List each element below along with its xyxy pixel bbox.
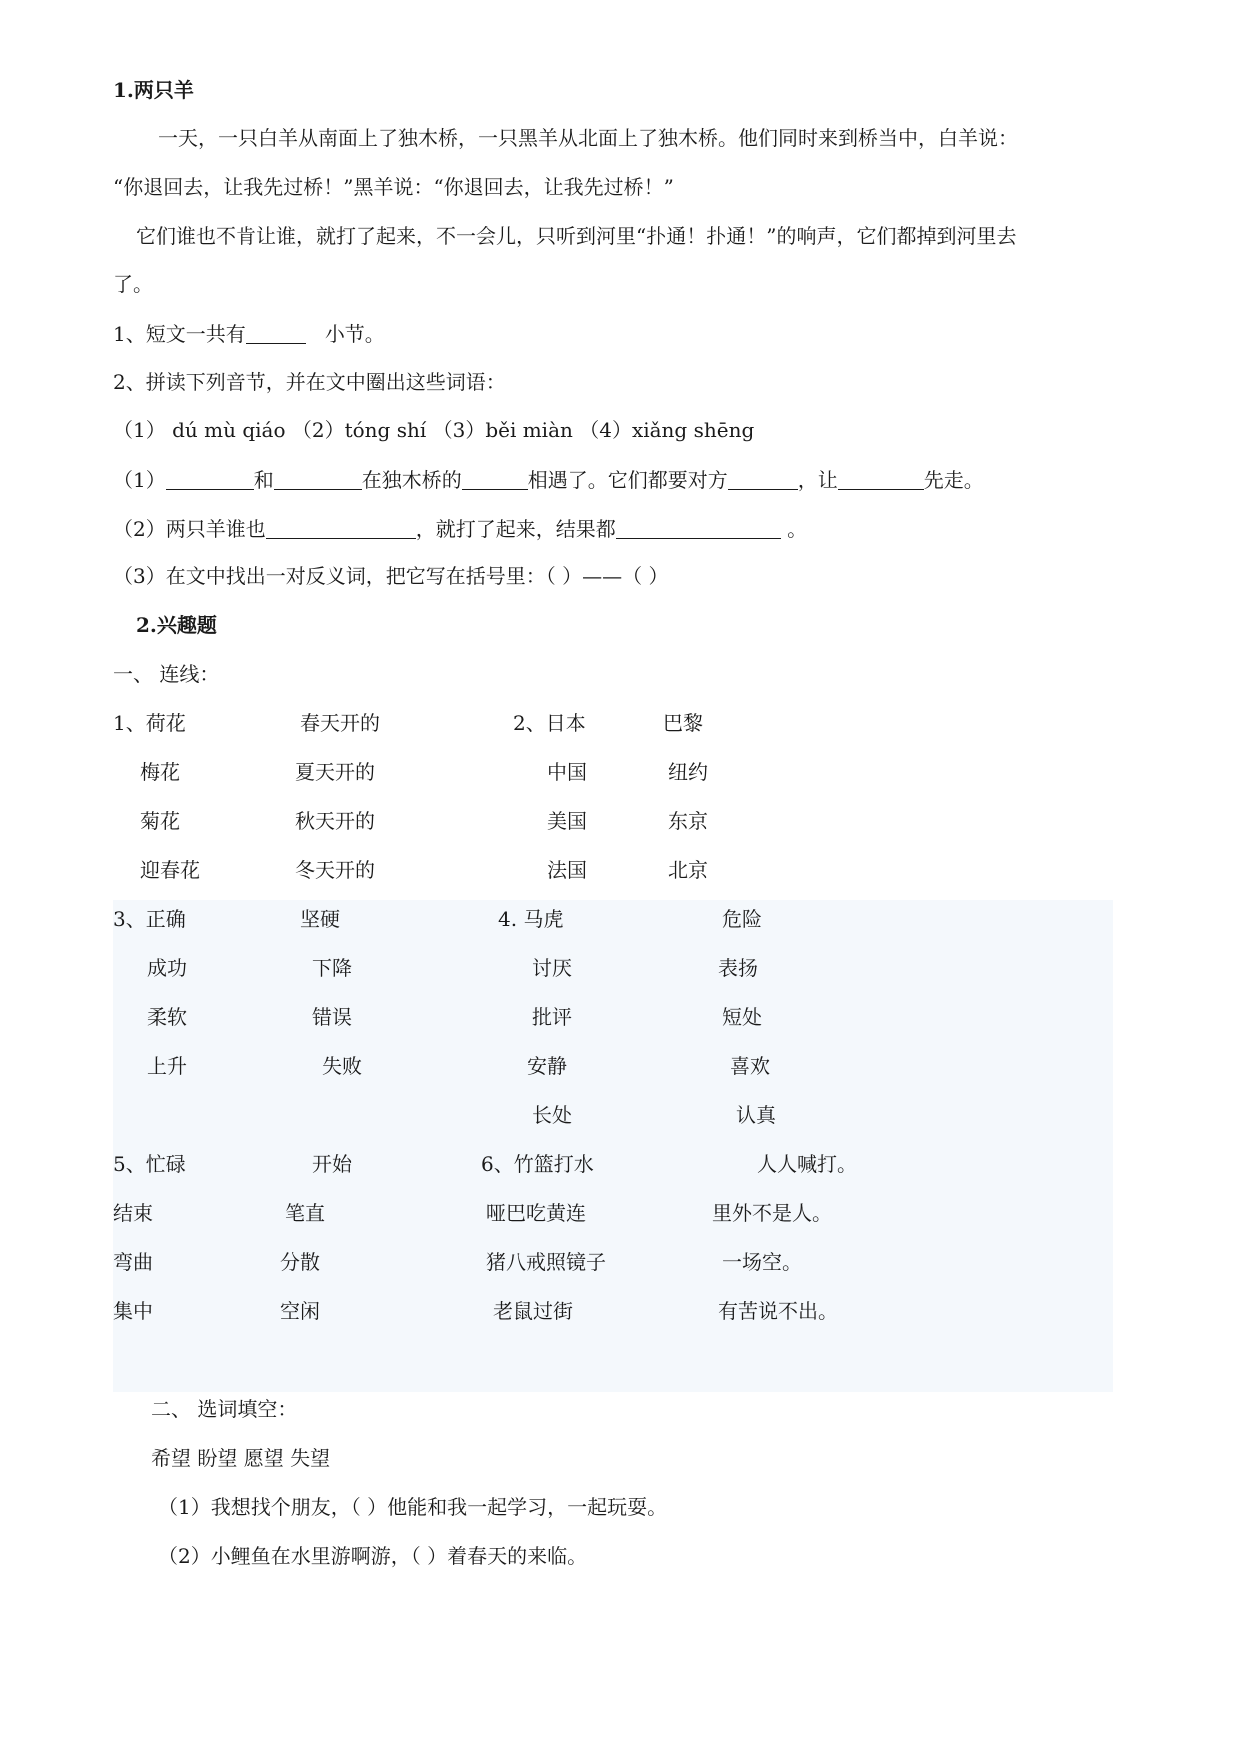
match-right[interactable]: 失败 (322, 1054, 362, 1078)
match-right[interactable]: 危险 (722, 907, 762, 931)
match-right[interactable]: 东京 (668, 809, 708, 833)
match-right[interactable]: 一场空。 (722, 1250, 802, 1274)
match-right[interactable]: 开始 (312, 1152, 352, 1176)
word-bank: 希望 盼望 愿望 失望 (151, 1446, 331, 1470)
blank[interactable] (274, 469, 362, 490)
match-right[interactable]: 北京 (668, 858, 708, 882)
match-left[interactable]: 1、荷花 (113, 711, 186, 735)
part-heading: 二、 选词填空： (151, 1397, 298, 1421)
match-left[interactable]: 上升 (147, 1054, 187, 1078)
match-right[interactable]: 下降 (312, 956, 352, 980)
pinyin-line: （1） dú mù qiáo （2）tóng shí （3）běi miàn （4）xiǎng shēng (113, 418, 755, 442)
match-right[interactable]: 夏天开的 (295, 760, 375, 784)
match-left[interactable]: 美国 (547, 809, 587, 833)
paragraph: 一天，一只白羊从南面上了独木桥，一只黑羊从北面上了独木桥。他们同时来到桥当中，白羊说： (158, 126, 1018, 150)
match-right[interactable]: 纽约 (668, 760, 708, 784)
match-right[interactable]: 错误 (312, 1005, 352, 1029)
match-left[interactable]: 柔软 (147, 1005, 187, 1029)
match-right[interactable]: 短处 (722, 1005, 762, 1029)
match-left[interactable]: 5、忙碌 (113, 1152, 186, 1176)
match-left[interactable]: 菊花 (140, 809, 180, 833)
blank[interactable] (616, 518, 781, 539)
match-left[interactable]: 法国 (547, 858, 587, 882)
match-left[interactable]: 猪八戒照镜子 (486, 1250, 606, 1274)
blank[interactable] (246, 323, 306, 344)
paragraph: 它们谁也不肯让谁，就打了起来，不一会儿，只听到河里“扑通！扑通！”的响声，它们都掉到河里去 (136, 224, 1017, 248)
match-left[interactable]: 6、竹篮打水 (481, 1152, 594, 1176)
question: 1、短文一共有 小节。 (113, 322, 385, 346)
match-left[interactable]: 成功 (147, 956, 187, 980)
match-left[interactable]: 迎春花 (140, 858, 200, 882)
match-right[interactable]: 空闲 (280, 1299, 320, 1323)
fill-line: （1）我想找个朋友，（ ）他能和我一起学习，一起玩耍。 (158, 1495, 668, 1519)
match-left[interactable]: 梅花 (140, 760, 180, 784)
part-heading: 一、 连线： (113, 662, 220, 686)
match-left[interactable]: 中国 (547, 760, 587, 784)
match-left[interactable]: 安静 (527, 1054, 567, 1078)
match-right[interactable]: 认真 (736, 1103, 776, 1127)
blank[interactable] (838, 469, 924, 490)
paragraph: “你退回去，让我先过桥！”黑羊说：“你退回去，让我先过桥！” (113, 175, 674, 199)
match-left[interactable]: 4. 马虎 (498, 907, 564, 931)
match-right[interactable]: 喜欢 (730, 1054, 770, 1078)
paragraph: 了。 (113, 272, 153, 296)
highlight-panel (113, 900, 1113, 1392)
blank[interactable] (266, 518, 416, 539)
match-left[interactable]: 批评 (532, 1005, 572, 1029)
match-left[interactable]: 哑巴吃黄连 (486, 1201, 586, 1225)
match-right[interactable]: 秋天开的 (295, 809, 375, 833)
match-left[interactable]: 集中 (113, 1299, 153, 1323)
blank[interactable] (462, 469, 528, 490)
match-right[interactable]: 冬天开的 (295, 858, 375, 882)
match-right[interactable]: 笔直 (285, 1201, 325, 1225)
match-left[interactable]: 2、日本 (513, 711, 586, 735)
section-title: 2.兴趣题 (136, 613, 217, 637)
match-right[interactable]: 春天开的 (300, 711, 380, 735)
match-left[interactable]: 讨厌 (532, 956, 572, 980)
match-right[interactable]: 坚硬 (300, 907, 340, 931)
match-left[interactable]: 弯曲 (113, 1250, 153, 1274)
fill-line: （2）两只羊谁也 ，就打了起来，结果都 。 (113, 517, 808, 541)
match-right[interactable]: 有苦说不出。 (718, 1299, 838, 1323)
fill-line: （2）小鲤鱼在水里游啊游，（ ）着春天的来临。 (158, 1544, 588, 1568)
match-right[interactable]: 人人喊打。 (757, 1152, 857, 1176)
fill-line: （1） 和 在独木桥的 相遇了。它们都要对方 ，让 先走。 (113, 468, 984, 492)
match-right[interactable]: 表扬 (718, 956, 758, 980)
match-right[interactable]: 里外不是人。 (712, 1201, 832, 1225)
question: 2、拼读下列音节，并在文中圈出这些词语： (113, 370, 506, 394)
match-left[interactable]: 结束 (113, 1201, 153, 1225)
match-right[interactable]: 分散 (280, 1250, 320, 1274)
match-left[interactable]: 3、正确 (113, 907, 186, 931)
match-left[interactable]: 长处 (532, 1103, 572, 1127)
section-title: 1.两只羊 (113, 78, 194, 102)
blank[interactable] (166, 469, 254, 490)
match-right[interactable]: 巴黎 (663, 711, 703, 735)
blank[interactable] (728, 469, 798, 490)
match-left[interactable]: 老鼠过街 (493, 1299, 573, 1323)
fill-line: （3）在文中找出一对反义词，把它写在括号里：（ ）——（ ） (113, 564, 669, 588)
